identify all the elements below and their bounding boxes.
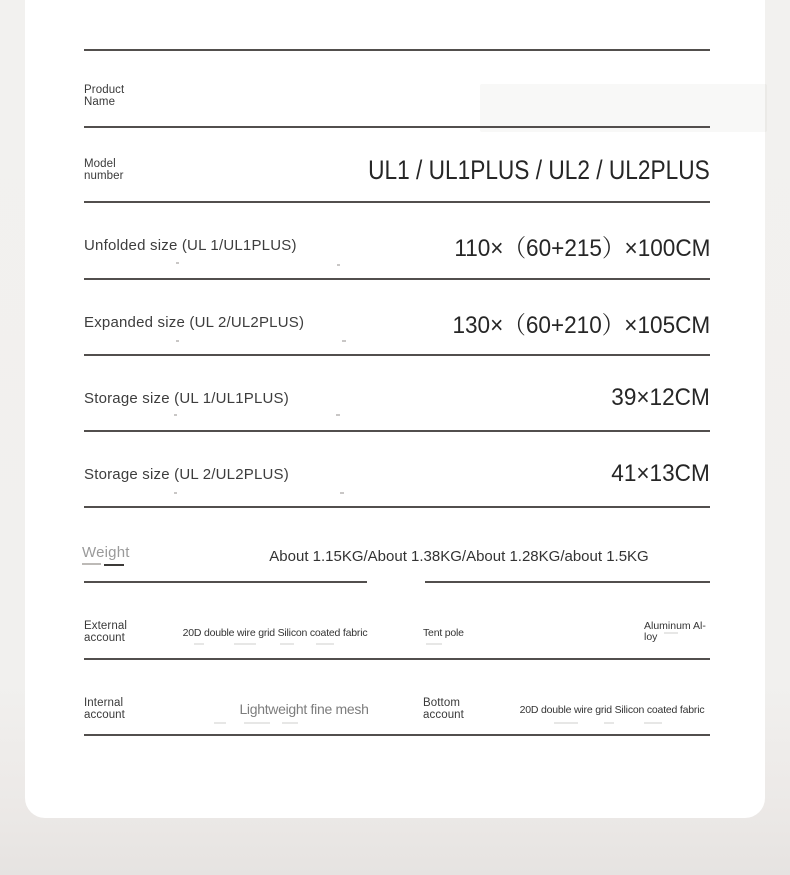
product-name-label-line2: Name: [84, 95, 116, 108]
row-model-number: [84, 128, 710, 203]
storage-size-ul2-label: Storage size (UL 2/UL2PLUS): [84, 465, 289, 483]
weight-label: [82, 544, 130, 561]
text-remnant-artifact: [342, 340, 346, 342]
weight-value: About 1.15KG/About 1.38KG/About 1.28KG/about 1.5KG: [269, 548, 649, 565]
text-remnant-artifact: [337, 264, 340, 266]
bottom-account-label-line1: Bottom: [423, 697, 461, 709]
text-remnant-artifact: [644, 722, 662, 724]
external-account-label-line2: account: [84, 631, 125, 644]
internal-account-label: [84, 698, 125, 721]
text-remnant-artifact: [282, 722, 298, 724]
weight-underline-dark: [104, 564, 124, 566]
row-weight: [84, 508, 710, 583]
storage-size-ul1-label: Storage size (UL 1/UL1PLUS): [84, 389, 289, 407]
model-number-value: UL1 / UL1PLUS / UL2 / UL2PLUS: [368, 155, 710, 185]
unfolded-size-label: Unfolded size (UL 1/UL1PLUS): [84, 237, 297, 254]
row-unfolded-size: [84, 203, 710, 280]
external-account-label-line1: External: [84, 620, 127, 632]
text-remnant-artifact: [174, 414, 177, 416]
row-storage-size-ul1: [84, 356, 710, 432]
text-remnant-artifact: [214, 722, 226, 724]
row-external-account: [84, 583, 710, 660]
tent-pole-value-line2: loy: [644, 631, 658, 643]
row-storage-size-ul2: [84, 432, 710, 508]
text-remnant-artifact: [336, 414, 340, 416]
row-product-name: [84, 51, 710, 128]
external-fabric-value: 20D double wire grid Silicon coated fabric: [182, 627, 368, 639]
expanded-size-label: Expanded size (UL 2/UL2PLUS): [84, 313, 305, 331]
text-remnant-artifact: [174, 492, 177, 494]
row-expanded-size: [84, 280, 710, 356]
text-remnant-artifact: [340, 492, 344, 494]
text-remnant-artifact: [234, 643, 256, 645]
weight-label-text: Weight: [82, 544, 130, 561]
text-remnant-artifact: [176, 262, 179, 264]
expanded-size-value: 130×（60+210）×105CM: [452, 311, 710, 339]
text-remnant-artifact: [604, 722, 614, 724]
tent-pole-label: Tent pole: [423, 627, 464, 639]
text-remnant-artifact: [176, 340, 179, 342]
product-name-label-line1: Product: [84, 84, 125, 96]
table-bottom-line: [84, 734, 710, 736]
text-remnant-artifact: [194, 643, 204, 645]
text-remnant-artifact: [280, 643, 294, 645]
model-number-label: [84, 159, 124, 182]
text-remnant-artifact: [554, 722, 578, 724]
tent-pole-value-line1: Aluminum Al-: [644, 620, 706, 632]
model-number-label-line1: Model: [84, 158, 116, 170]
storage-size-ul2-value: 41×13CM: [611, 460, 710, 487]
product-name-label: [84, 85, 124, 108]
spec-card: [25, 0, 765, 818]
text-remnant-artifact: [664, 632, 678, 634]
weight-underline-light: [82, 563, 101, 565]
text-remnant-artifact: [426, 643, 442, 645]
row-internal-account: [84, 660, 710, 736]
storage-size-ul1-value: 39×12CM: [611, 384, 710, 411]
bottom-fabric-value: 20D double wire grid Silicon coated fabric: [519, 704, 705, 716]
internal-account-label-line2: account: [84, 708, 125, 721]
bottom-account-label-line2: account: [423, 708, 464, 721]
bottom-account-label: [423, 698, 464, 721]
text-remnant-artifact: [244, 722, 270, 724]
internal-account-label-line1: Internal: [84, 697, 124, 709]
unfolded-size-value: 110×（60+215）×100CM: [453, 235, 710, 262]
internal-mesh-value: Lightweight fine mesh: [239, 701, 369, 717]
external-account-label: [84, 621, 127, 644]
text-remnant-artifact: [316, 643, 334, 645]
model-number-label-line2: number: [84, 169, 124, 182]
spec-table: [84, 49, 710, 736]
